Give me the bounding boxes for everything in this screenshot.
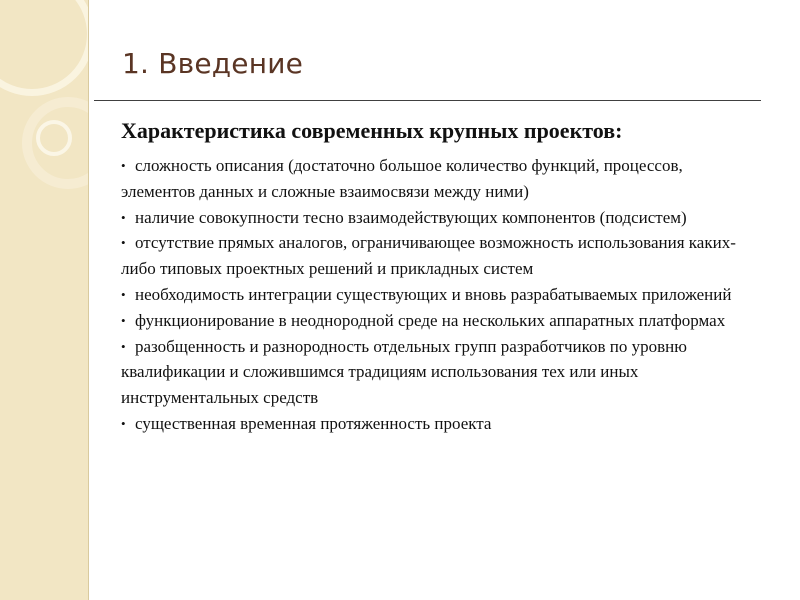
section-subheading: Характеристика современных крупных проектов: [121,118,623,143]
list-item [121,411,746,437]
list-item-text: отсутствие прямых аналогов, ограничивающее возможность использования каких-либо типовых проектных решений и прикладных систем [121,233,736,279]
list-item [121,334,746,411]
bullet-dot-icon: • [121,338,126,354]
bullet-dot-icon: • [121,235,126,251]
decorative-side-panel [0,0,89,600]
list-item-text: разобщенность и разнородность отдельных групп разработчиков по уровню квалификации и сложившимся традициям использования тех или иных инструментальных средств [121,336,687,408]
bullet-dot-icon: • [121,286,126,302]
list-item-text: наличие совокупности тесно взаимодействующих компонентов (подсистем) [135,207,687,227]
bullet-dot-icon: • [121,209,126,225]
list-item [121,153,746,205]
bullet-dot-icon: • [121,312,126,328]
list-item-text: существенная временная протяженность проекта [135,413,492,433]
list-item-text: необходимость интеграции существующих и вновь разрабатываемых приложений [135,284,732,304]
title-divider [94,100,761,101]
bullet-dot-icon: • [121,415,126,431]
characteristics-list [121,153,746,437]
list-item [121,205,746,231]
slide-content [121,118,746,437]
page-title: 1. Введение [122,47,304,80]
decorative-ring [36,120,72,156]
bullet-dot-icon: • [121,158,126,173]
list-item [121,308,746,334]
list-item [121,230,746,282]
list-item-text: функционирование в неоднородной среде на нескольких аппаратных платформах [135,310,726,330]
decorative-ring [0,0,89,96]
list-item-text: сложность описания (достаточно большое количество функций, процессов, элементов данных и сложные взаимосвязи между ними) [121,156,683,201]
list-item [121,282,746,308]
